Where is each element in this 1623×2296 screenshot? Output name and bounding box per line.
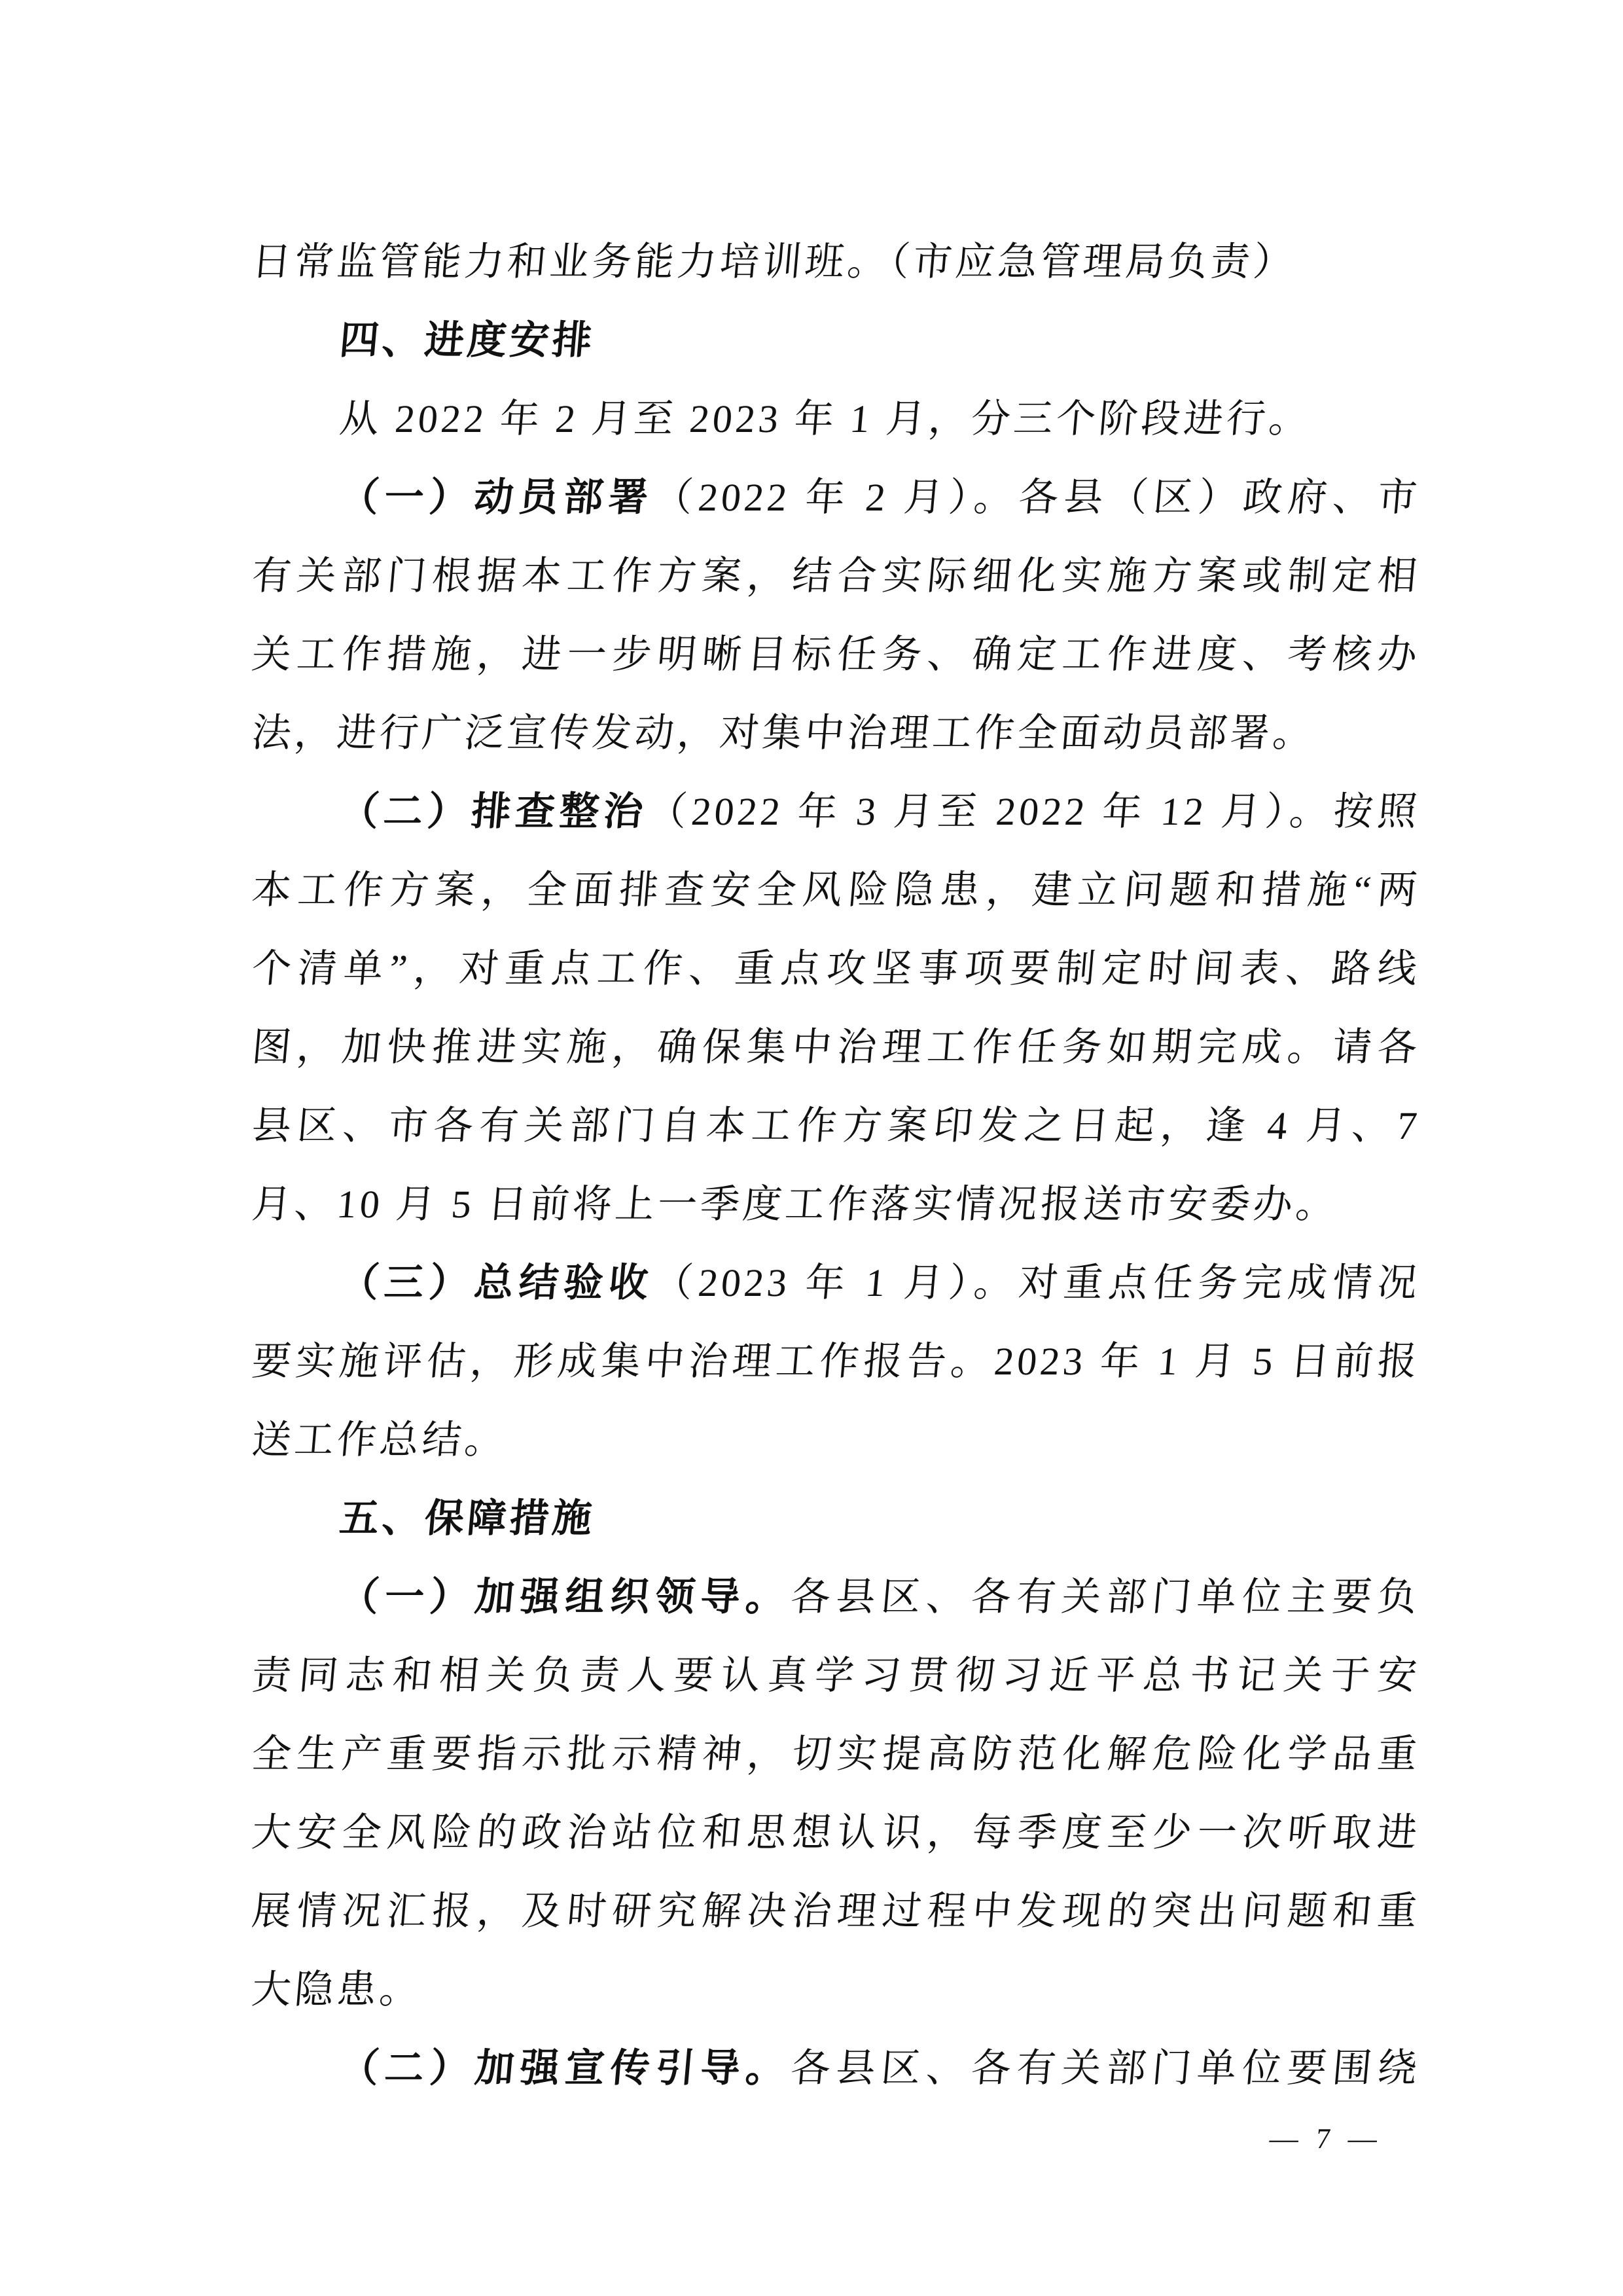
line-text: 月、10 月 5 日前将上一季度工作落实情况报送市安委办。 — [250, 1183, 1340, 1226]
line-text: （2022 年 2 月）。各县（区）政府、市 — [651, 476, 1422, 519]
line-text: （2022 年 3 月至 2022 年 12 月）。按照 — [645, 790, 1422, 833]
line-bold-text: （一）动员部署 — [338, 476, 656, 519]
line-text: 要实施评估，形成集中治理工作报告。2023 年 1 月 5 日前报 — [250, 1340, 1422, 1383]
text-line — [249, 772, 1423, 851]
line-text: 大隐患。 — [250, 1968, 424, 2011]
line-text: 从 2022 年 2 月至 2023 年 1 月，分三个阶段进行。 — [338, 397, 1313, 440]
text-line — [249, 2029, 1423, 2108]
line-text: 送工作总结。 — [250, 1418, 509, 1462]
text-line — [249, 1715, 1423, 1793]
text-line — [249, 929, 1423, 1008]
line-text: 大安全风险的政治站位和思想认识，每季度至少一次听取进 — [250, 1811, 1422, 1854]
line-text: （2023 年 1 月）。对重点任务完成情况 — [651, 1261, 1422, 1304]
line-text: 有关部门根据本工作方案，结合实际细化实施方案或制定相 — [250, 554, 1422, 598]
line-text: 责同志和相关负责人要认真学习贯彻习近平总书记关于安 — [250, 1654, 1422, 1697]
line-bold-text: （二）排查整治 — [338, 790, 650, 833]
line-text: 全生产重要指示批示精神，切实提高防范化解危险化学品重 — [250, 1732, 1422, 1776]
line-bold-text: （二）加强宣传引导。 — [338, 2047, 793, 2090]
text-line — [249, 1950, 1423, 2029]
section-heading — [249, 1479, 1423, 1558]
line-text: 展情况汇报，及时研究解决治理过程中发现的突出问题和重 — [250, 1890, 1422, 1933]
line-bold-text: （三）总结验收 — [338, 1261, 656, 1304]
line-text: 图，加快推进实施，确保集中治理工作任务如期完成。请各 — [250, 1026, 1422, 1069]
text-line — [249, 1558, 1423, 1636]
heading-text: 五、保障措施 — [338, 1497, 597, 1540]
line-text: 日常监管能力和业务能力培训班。（市应急管理局负责） — [250, 240, 1298, 283]
section-heading — [249, 301, 1423, 380]
text-line — [249, 615, 1423, 694]
text-line — [249, 458, 1423, 537]
heading-text: 四、进度安排 — [338, 319, 597, 362]
text-line — [249, 1322, 1423, 1401]
text-line — [249, 537, 1423, 615]
text-line — [249, 1636, 1423, 1715]
text-line — [249, 851, 1423, 929]
text-line — [249, 1401, 1423, 1479]
line-text: 各县区、各有关部门单位主要负 — [789, 1575, 1422, 1619]
line-text: 县区、市各有关部门自本工作方案印发之日起，逢 4 月、7 — [250, 1104, 1422, 1147]
line-bold-text: （一）加强组织领导。 — [338, 1575, 793, 1619]
text-line — [249, 380, 1423, 458]
text-line — [249, 1165, 1423, 1244]
line-text: 各县区、各有关部门单位要围绕 — [789, 2047, 1422, 2090]
text-line — [249, 223, 1423, 301]
text-line — [249, 1008, 1423, 1086]
line-text: 本工作方案，全面排查安全风险隐患，建立问题和措施“两 — [250, 869, 1422, 912]
line-text: 法，进行广泛宣传发动，对集中治理工作全面动员部署。 — [250, 711, 1317, 755]
text-line — [249, 1244, 1423, 1322]
text-line — [249, 1793, 1423, 1872]
line-text: 关工作措施，进一步明晰目标任务、确定工作进度、考核办 — [250, 633, 1422, 676]
line-text: 个清单”，对重点工作、重点攻坚事项要制定时间表、路线 — [250, 947, 1422, 990]
text-line — [249, 1872, 1423, 1950]
page-number: — 7 — — [1268, 2123, 1384, 2155]
text-line — [249, 1086, 1423, 1165]
text-content — [252, 223, 1420, 2108]
text-line — [249, 694, 1423, 772]
